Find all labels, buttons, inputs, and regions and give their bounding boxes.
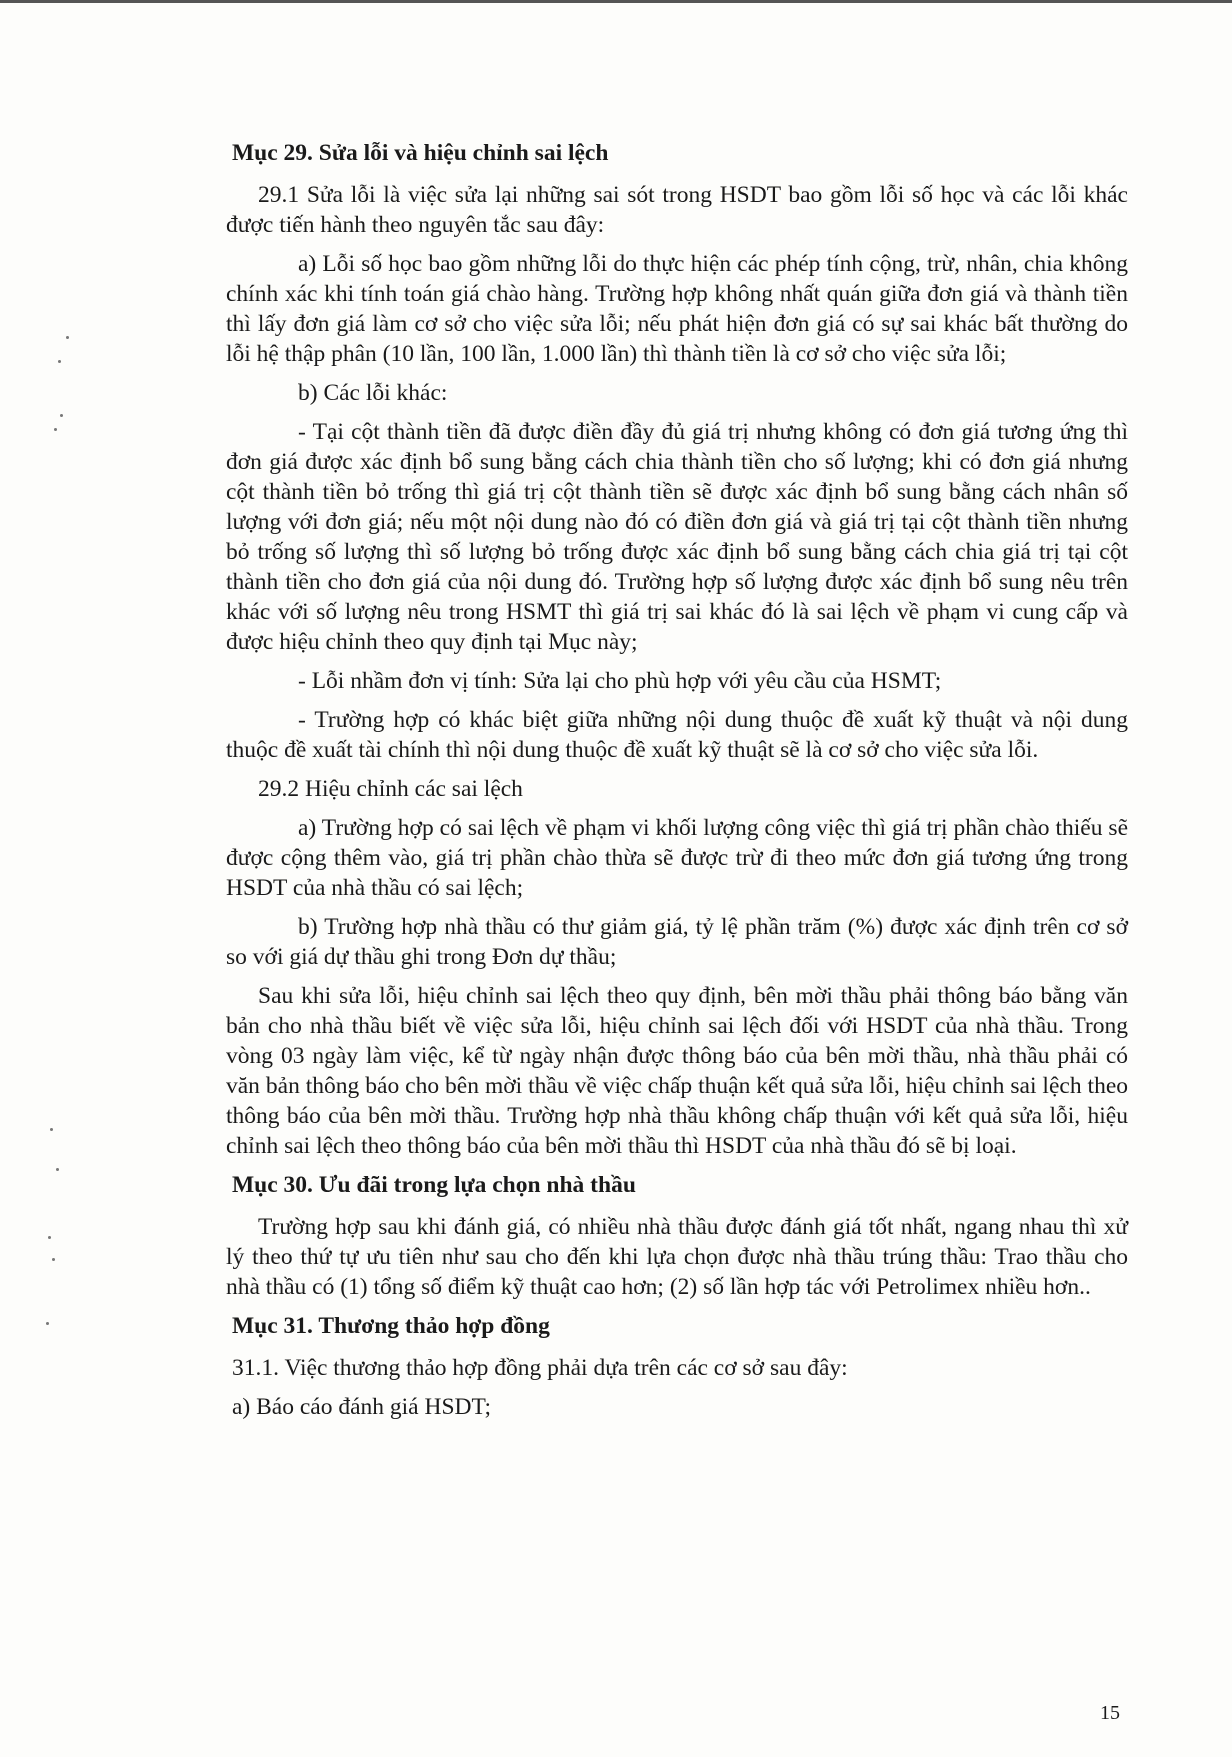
scan-speck [48,1236,51,1239]
paragraph-29-1-a: a) Lỗi số học bao gồm những lỗi do thực hiện các phép tính cộng, trừ, nhân, chia không chính xác khi tính toán giá chào hàng. Trường hợp không nhất quán giữa đơn giá và thành tiền thì lấy đơn giá làm cơ sở cho việc sửa lỗi; nếu phát hiện đơn giá có sự sai khác bất thường do lỗi hệ thập phân (10 lần, 100 lần, 1.000 lần) thì thành tiền là cơ sở cho việc sửa lỗi; [226,251,1128,367]
paragraph-29-2-b: b) Trường hợp nhà thầu có thư giảm giá, tỷ lệ phần trăm (%) được xác định trên cơ sở so với giá dự thầu ghi trong Đơn dự thầu; [226,914,1128,970]
paragraph-29-1-b-item2: - Lỗi nhầm đơn vị tính: Sửa lại cho phù hợp với yêu cầu của HSMT; [298,668,942,694]
paragraph-31-1: 31.1. Việc thương thảo hợp đồng phải dựa trên các cơ sở sau đây: [232,1355,848,1381]
document-body [226,138,1128,1431]
section-heading-31: Mục 31. Thương thảo hợp đồng [232,1313,550,1339]
paragraph-29-1: 29.1 Sửa lỗi là việc sửa lại những sai sót trong HSDT bao gồm lỗi số học và các lỗi khác được tiến hành theo nguyên tắc sau đây: [226,182,1128,238]
paragraph-29-2-a: a) Trường hợp có sai lệch về phạm vi khối lượng công việc thì giá trị phần chào thiếu sẽ được cộng thêm vào, giá trị phần chào thừa sẽ được trừ đi theo mức đơn giá tương ứng trong HSDT của nhà thầu có sai lệch; [226,815,1128,901]
scan-speck [56,1168,59,1171]
scan-speck [58,360,61,363]
paragraph-29-1-b-item1: - Tại cột thành tiền đã được điền đầy đủ giá trị nhưng không có đơn giá tương ứng thì đơn giá được xác định bổ sung bằng cách chia thành tiền cho số lượng; khi có đơn giá nhưng cột thành tiền bỏ trống thì giá trị cột thành tiền sẽ được xác định bổ sung bằng cách nhân số lượng với đơn giá; nếu một nội dung nào đó có điền đơn giá và giá trị tại cột thành tiền nhưng bỏ trống số lượng thì số lượng bỏ trống được xác định bổ sung bằng cách chia giá trị tại cột thành tiền cho đơn giá của nội dung đó. Trường hợp số lượng được xác định bổ sung nêu trên khác với số lượng nêu trong HSMT thì giá trị sai khác đó là sai lệch về phạm vi cung cấp và được hiệu chỉnh theo quy định tại Mục này; [226,419,1128,655]
paragraph-30-1: Trường hợp sau khi đánh giá, có nhiều nhà thầu được đánh giá tốt nhất, ngang nhau thì xử lý theo thứ tự ưu tiên như sau cho đến khi lựa chọn được nhà thầu trúng thầu: Trao thầu cho nhà thầu có (1) tổng số điểm kỹ thuật cao hơn; (2) số lần hợp tác với Petrolimex nhiều hơn.. [226,1214,1128,1300]
paragraph-29-1-b: b) Các lỗi khác: [298,380,448,406]
scan-speck [54,428,57,431]
section-muc-29 [226,138,1128,1161]
paragraph-29-2: 29.2 Hiệu chỉnh các sai lệch [258,776,523,802]
section-heading-30: Mục 30. Ưu đãi trong lựa chọn nhà thầu [232,1172,636,1198]
scan-speck [50,1128,53,1131]
scan-speck [66,336,69,339]
paragraph-29-2-notice: Sau khi sửa lỗi, hiệu chỉnh sai lệch theo quy định, bên mời thầu phải thông báo bằng văn bản cho nhà thầu biết về việc sửa lỗi, hiệu chỉnh sai lệch đối với HSDT của nhà thầu. Trong vòng 03 ngày làm việc, kể từ ngày nhận được thông báo của bên mời thầu, nhà thầu phải có văn bản thông báo cho bên mời thầu về việc chấp thuận kết quả sửa lỗi, hiệu chỉnh sai lệch theo thông báo của bên mời thầu. Trường hợp nhà thầu không chấp thuận với kết quả sửa lỗi, hiệu chỉnh sai lệch theo thông báo của bên mời thầu thì HSDT của nhà thầu đó sẽ bị loại. [226,983,1128,1159]
scan-speck [52,1258,55,1261]
paragraph-31-1-a: a) Báo cáo đánh giá HSDT; [232,1394,492,1420]
scan-speck [60,414,63,417]
page-number: 15 [1100,1702,1120,1724]
top-scan-edge [0,0,1232,3]
paragraph-29-1-b-item3: - Trường hợp có khác biệt giữa những nội dung thuộc đề xuất kỹ thuật và nội dung thuộc đề xuất tài chính thì nội dung thuộc đề xuất kỹ thuật sẽ là cơ sở cho việc sửa lỗi. [226,707,1128,763]
section-muc-30 [226,1170,1128,1302]
scan-speck [46,1322,49,1325]
section-muc-31 [226,1311,1128,1422]
section-heading-29: Mục 29. Sửa lỗi và hiệu chỉnh sai lệch [232,140,609,166]
